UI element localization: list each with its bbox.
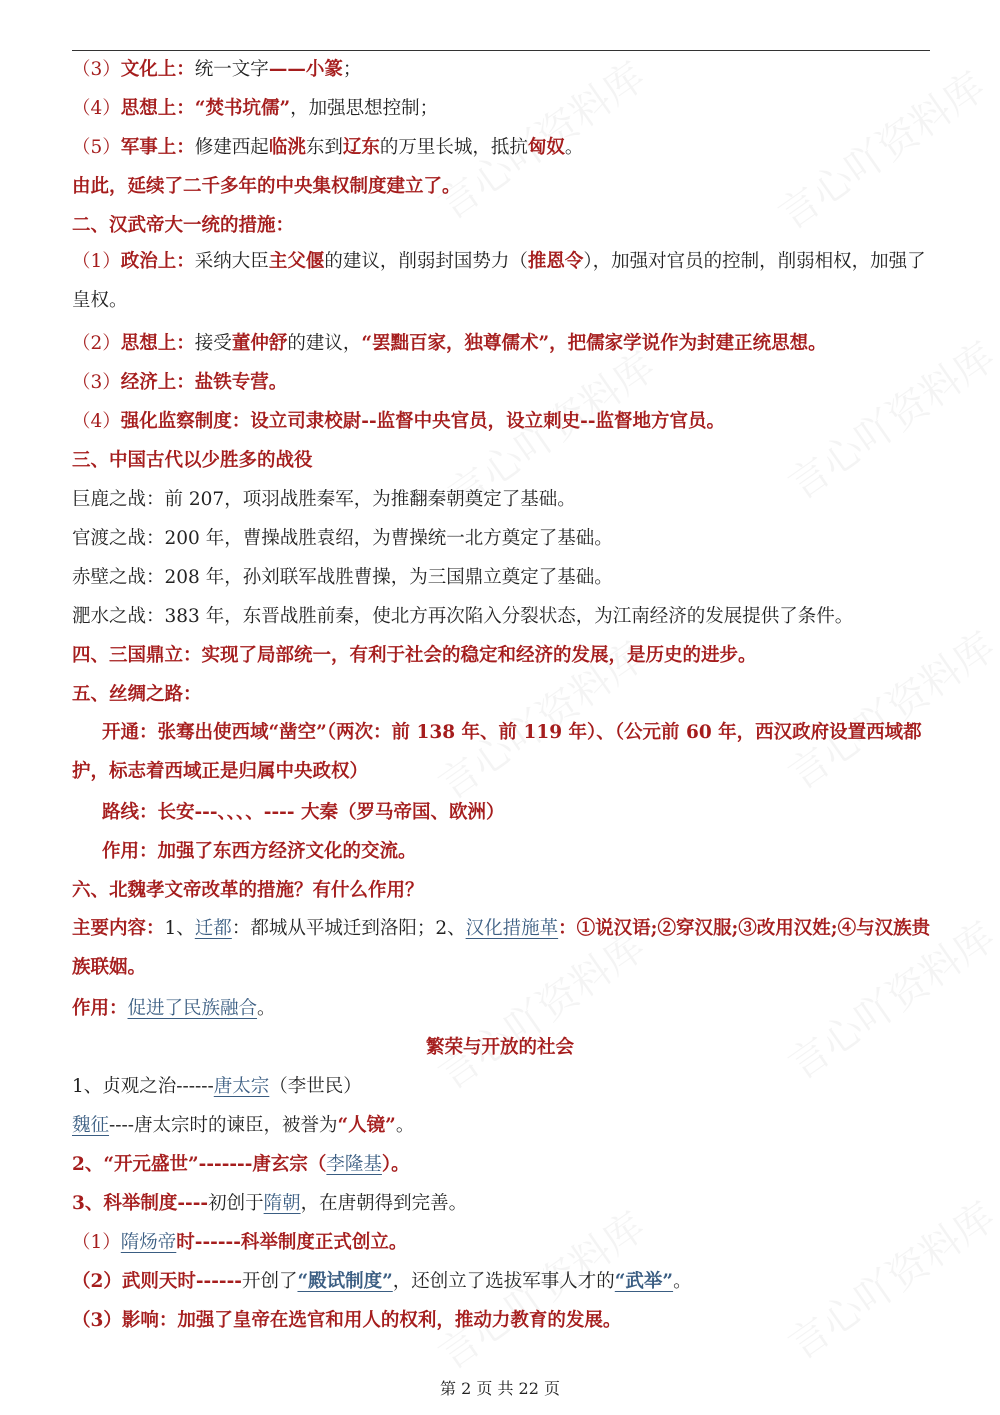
keju-wuzetian-line: （2）武则天时------开创了“殿试制度”，还创立了选拔军事人才的“武举”。 bbox=[72, 1271, 692, 1292]
section5-heading: 五、丝绸之路： bbox=[72, 684, 202, 705]
keju-sui-line: （1）隋炀帝时------科举制度正式创立。 bbox=[72, 1232, 408, 1253]
page-footer: 第 2 页 共 22 页 bbox=[440, 1379, 560, 1398]
kaiyuan-line: 2、“开元盛世”-------唐玄宗（李隆基）。 bbox=[72, 1154, 410, 1175]
battle-item: 淝水之战：383 年，东晋战胜前秦，使北方再次陷入分裂状态，为江南经济的发展提供了条件。 bbox=[72, 606, 854, 627]
conclusion-line: 由此，延续了二千多年的中央集权制度建立了。 bbox=[72, 176, 461, 197]
han-politics-paragraph: （1）政治上：采纳大臣主父偃的建议，削弱封国势力（推恩令），加强对官员的控制，削弱相权，加强了皇权。 bbox=[72, 251, 926, 311]
section3-heading: 三、中国古代以少胜多的战役 bbox=[72, 450, 313, 471]
thought-line: （4）思想上：“焚书坑儒”，加强思想控制； bbox=[72, 98, 439, 119]
battle-item: 官渡之战：200 年，曹操战胜袁绍，为曹操统一北方奠定了基础。 bbox=[72, 528, 613, 549]
section7-title: 繁荣与开放的社会 bbox=[425, 1037, 574, 1058]
battle-item: 巨鹿之战：前 207，项羽战胜秦军，为推翻秦朝奠定了基础。 bbox=[72, 489, 576, 510]
section6-heading: 六、北魏孝文帝改革的措施？有什么作用？ bbox=[72, 880, 424, 901]
section4-heading: 四、三国鼎立：实现了局部统一，有利于社会的稳定和经济的发展，是历史的进步。 bbox=[72, 645, 757, 666]
section2-heading: 二、汉武帝大一统的措施： bbox=[72, 215, 295, 236]
silk-road-opening: 开通：张骞出使西域“凿空”（两次：前 138 年、前 119 年）、（公元前 60 年，西汉政府设置西域都护，标志着西域正是归属中央政权） bbox=[72, 722, 922, 782]
military-line: （5）军事上：修建西起临洮东到辽东的万里长城，抵抗匈奴。 bbox=[72, 137, 584, 158]
header-rule bbox=[72, 50, 930, 51]
han-thought-line: （2）思想上：接受董仲舒的建议，“罢黜百家，独尊儒术”，把儒家学说作为封建正统思想。 bbox=[72, 333, 827, 354]
keju-impact-line: （3）影响：加强了皇帝在选官和用人的权利，推动力教育的发展。 bbox=[72, 1310, 622, 1331]
zhenguan-line: 1、贞观之治------唐太宗（李世民） bbox=[72, 1076, 362, 1097]
culture-line: （3）文化上：统一文字——小篆； bbox=[72, 59, 362, 80]
battle-item: 赤壁之战：208 年，孙刘联军战胜曹操，为三国鼎立奠定了基础。 bbox=[72, 567, 613, 588]
keju-line: 3、科举制度----初创于隋朝，在唐朝得到完善。 bbox=[72, 1193, 468, 1214]
weizheng-line: 魏征----唐太宗时的谏臣，被誉为“人镜”。 bbox=[72, 1115, 415, 1136]
han-economy-line: （3）经济上：盐铁专营。 bbox=[72, 372, 288, 393]
reform-content: 主要内容：1、迁都：都城从平城迁到洛阳；2、汉化措施革：①说汉语;②穿汉服;③改用汉姓;④与汉族贵族联姻。 bbox=[72, 918, 931, 978]
silk-road-role: 作用：加强了东西方经济文化的交流。 bbox=[102, 841, 417, 862]
reform-role: 作用：促进了民族融合。 bbox=[72, 998, 276, 1019]
han-supervision-line: （4）强化监察制度：设立司隶校尉--监督中央官员，设立刺史--监督地方官员。 bbox=[72, 411, 725, 432]
silk-road-route: 路线：长安---、、、、---- 大秦（罗马帝国、欧洲） bbox=[102, 802, 505, 823]
